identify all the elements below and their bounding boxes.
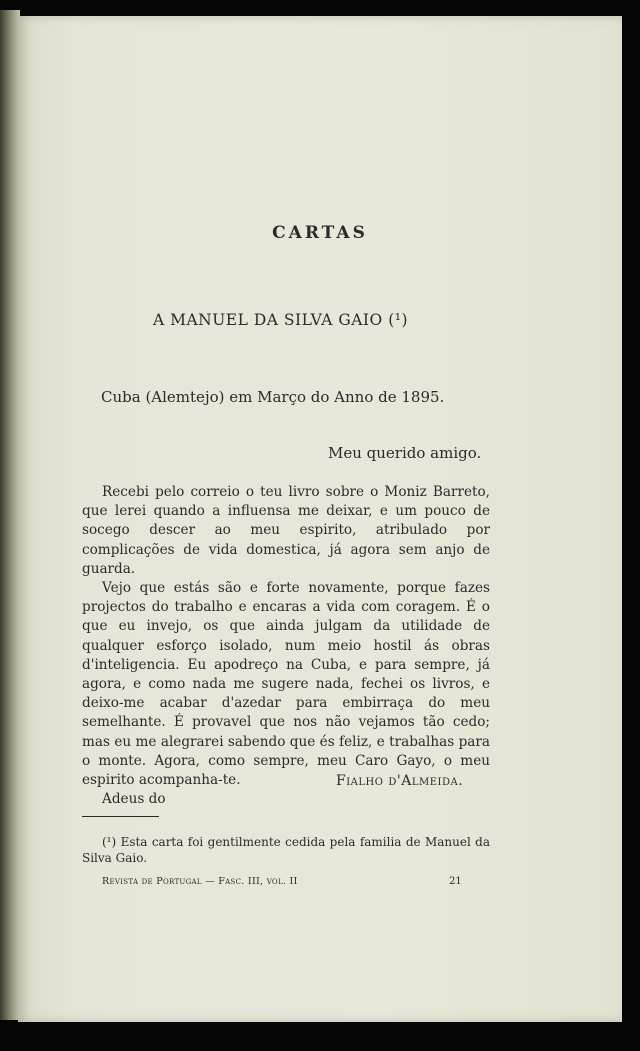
letter-salutation: Meu querido amigo. (328, 444, 482, 462)
page-title: CARTAS (272, 223, 368, 243)
letter-paragraph: Recebi pelo correio o teu livro sobre o Moniz Barreto, que lerei quando a influensa me deixar, e um pouco de socego descer ao meu espirito, atribulado por complicações de vida domestica, já agora sem anjo de guarda. (82, 484, 490, 577)
footnote-divider (82, 816, 159, 817)
running-footer: Revista de Portugal — Fasc. III, vol. II (102, 876, 298, 887)
letter-body (82, 483, 490, 809)
footnote-mark: (¹) (102, 835, 117, 849)
page-number: 21 (449, 876, 462, 887)
letter-paragraph: Vejo que estás são e forte novamente, porque fazes projectos do trabalho e encaras a vida com coragem. É o que eu invejo, os que ainda julgam da utilidade de qualquer esforço isolado, num meio hostil ás obras d'inteligencia. Eu apodreço na Cuba, e para sempre, já agora, e como nada me sugere nada, fechei os livros, e deixo-me acabar d'azedar para embirraça do meu semelhante. É provavel que nos não vejamos tão cedo; mas eu me alegrarei sabendo que és feliz, e trabalhas para o monte. Agora, como sempre, meu Caro Gayo, o meu espirito acompanha-te. (82, 580, 490, 789)
letter-closing: Adeus do (102, 791, 166, 808)
footnote-text: Esta carta foi gentilmente cedida pela familia de Manuel da Silva Gaio. (82, 835, 490, 865)
footnote (82, 834, 490, 866)
letter-addressee (153, 311, 408, 329)
book-spine-edge (0, 10, 20, 1020)
letter-place-date: Cuba (Alemtejo) em Março do Anno de 1895. (101, 388, 445, 406)
letter-signature: Fialho d'Almeida. (336, 773, 464, 789)
book-page (18, 16, 622, 1022)
addressee-name: A MANUEL DA SILVA GAIO (153, 311, 383, 329)
addressee-footnote-ref: (¹) (388, 311, 409, 329)
